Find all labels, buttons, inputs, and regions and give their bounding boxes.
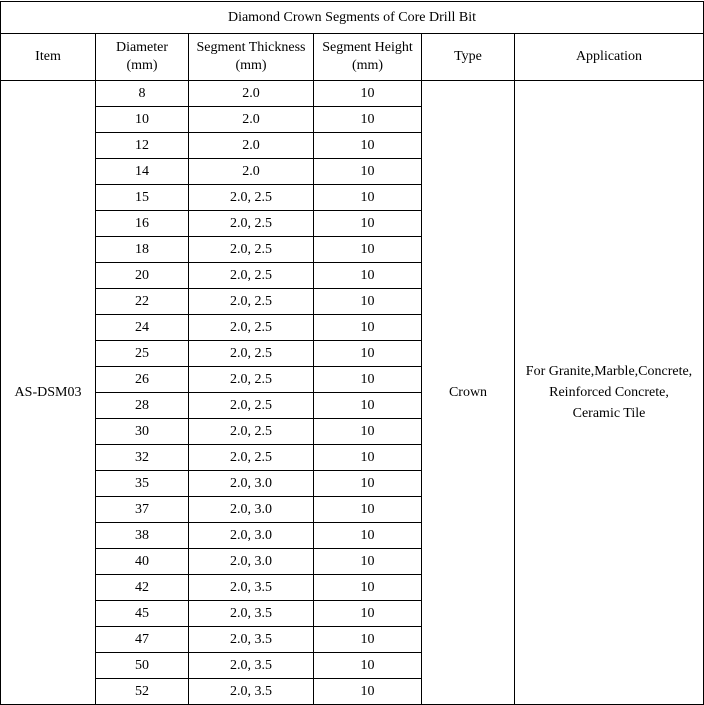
diameter-cell: 40 [96, 549, 189, 575]
thickness-cell: 2.0 [189, 107, 314, 133]
thickness-cell: 2.0, 2.5 [189, 315, 314, 341]
diameter-cell: 24 [96, 315, 189, 341]
table-row [1, 81, 704, 107]
header-thickness-label: Segment Thickness [196, 40, 306, 55]
diameter-cell: 47 [96, 627, 189, 653]
thickness-cell: 2.0, 2.5 [189, 445, 314, 471]
diameter-cell: 15 [96, 185, 189, 211]
height-cell: 10 [314, 367, 422, 393]
height-cell: 10 [314, 133, 422, 159]
height-cell: 10 [314, 523, 422, 549]
thickness-cell: 2.0, 3.0 [189, 549, 314, 575]
thickness-cell: 2.0, 3.5 [189, 575, 314, 601]
header-type: Type [422, 34, 515, 81]
type-cell: Crown [422, 81, 515, 705]
height-cell: 10 [314, 107, 422, 133]
thickness-cell: 2.0 [189, 159, 314, 185]
thickness-cell: 2.0, 3.5 [189, 627, 314, 653]
diameter-cell: 26 [96, 367, 189, 393]
header-height-unit: (mm) [351, 58, 384, 73]
height-cell: 10 [314, 211, 422, 237]
spec-table-body [1, 2, 704, 705]
thickness-cell: 2.0, 2.5 [189, 237, 314, 263]
thickness-cell: 2.0 [189, 81, 314, 107]
height-cell: 10 [314, 263, 422, 289]
diameter-cell: 42 [96, 575, 189, 601]
height-cell: 10 [314, 549, 422, 575]
thickness-cell: 2.0 [189, 133, 314, 159]
height-cell: 10 [314, 289, 422, 315]
thickness-cell: 2.0, 2.5 [189, 419, 314, 445]
thickness-cell: 2.0, 3.5 [189, 601, 314, 627]
height-cell: 10 [314, 237, 422, 263]
application-cell [515, 81, 704, 705]
diameter-cell: 12 [96, 133, 189, 159]
thickness-cell: 2.0, 2.5 [189, 393, 314, 419]
height-cell: 10 [314, 159, 422, 185]
header-height [314, 34, 422, 81]
diameter-cell: 50 [96, 653, 189, 679]
diameter-cell: 8 [96, 81, 189, 107]
diameter-cell: 22 [96, 289, 189, 315]
item-cell: AS-DSM03 [1, 81, 96, 705]
header-application: Application [515, 34, 704, 81]
thickness-cell: 2.0, 2.5 [189, 341, 314, 367]
diameter-cell: 18 [96, 237, 189, 263]
thickness-cell: 2.0, 3.5 [189, 679, 314, 705]
header-diameter-unit: (mm) [126, 58, 158, 73]
table-caption-row [1, 2, 704, 34]
header-diameter-label: Diameter [115, 40, 169, 55]
height-cell: 10 [314, 601, 422, 627]
application-line: Reinforced Concrete, [549, 385, 669, 400]
thickness-cell: 2.0, 2.5 [189, 185, 314, 211]
application-line: For Granite,Marble,Concrete, [525, 364, 693, 379]
header-height-label: Segment Height [322, 40, 413, 55]
header-thickness [189, 34, 314, 81]
header-diameter [96, 34, 189, 81]
height-cell: 10 [314, 341, 422, 367]
diameter-cell: 14 [96, 159, 189, 185]
thickness-cell: 2.0, 2.5 [189, 289, 314, 315]
diameter-cell: 32 [96, 445, 189, 471]
thickness-cell: 2.0, 2.5 [189, 263, 314, 289]
diameter-cell: 30 [96, 419, 189, 445]
height-cell: 10 [314, 653, 422, 679]
diameter-cell: 38 [96, 523, 189, 549]
height-cell: 10 [314, 471, 422, 497]
thickness-cell: 2.0, 2.5 [189, 211, 314, 237]
diameter-cell: 20 [96, 263, 189, 289]
thickness-cell: 2.0, 3.5 [189, 653, 314, 679]
height-cell: 10 [314, 81, 422, 107]
thickness-cell: 2.0, 3.0 [189, 523, 314, 549]
height-cell: 10 [314, 575, 422, 601]
height-cell: 10 [314, 627, 422, 653]
thickness-cell: 2.0, 3.0 [189, 497, 314, 523]
height-cell: 10 [314, 185, 422, 211]
thickness-cell: 2.0, 3.0 [189, 471, 314, 497]
application-line: Ceramic Tile [572, 406, 646, 421]
table-title: Diamond Crown Segments of Core Drill Bit [1, 2, 704, 34]
diameter-cell: 16 [96, 211, 189, 237]
height-cell: 10 [314, 497, 422, 523]
spec-table [0, 1, 704, 705]
diameter-cell: 52 [96, 679, 189, 705]
table-header-row [1, 34, 704, 81]
height-cell: 10 [314, 419, 422, 445]
header-thickness-unit: (mm) [235, 58, 267, 73]
diameter-cell: 35 [96, 471, 189, 497]
diameter-cell: 25 [96, 341, 189, 367]
height-cell: 10 [314, 445, 422, 471]
diameter-cell: 28 [96, 393, 189, 419]
diameter-cell: 45 [96, 601, 189, 627]
height-cell: 10 [314, 315, 422, 341]
height-cell: 10 [314, 393, 422, 419]
diameter-cell: 10 [96, 107, 189, 133]
diameter-cell: 37 [96, 497, 189, 523]
height-cell: 10 [314, 679, 422, 705]
thickness-cell: 2.0, 2.5 [189, 367, 314, 393]
header-item: Item [1, 34, 96, 81]
